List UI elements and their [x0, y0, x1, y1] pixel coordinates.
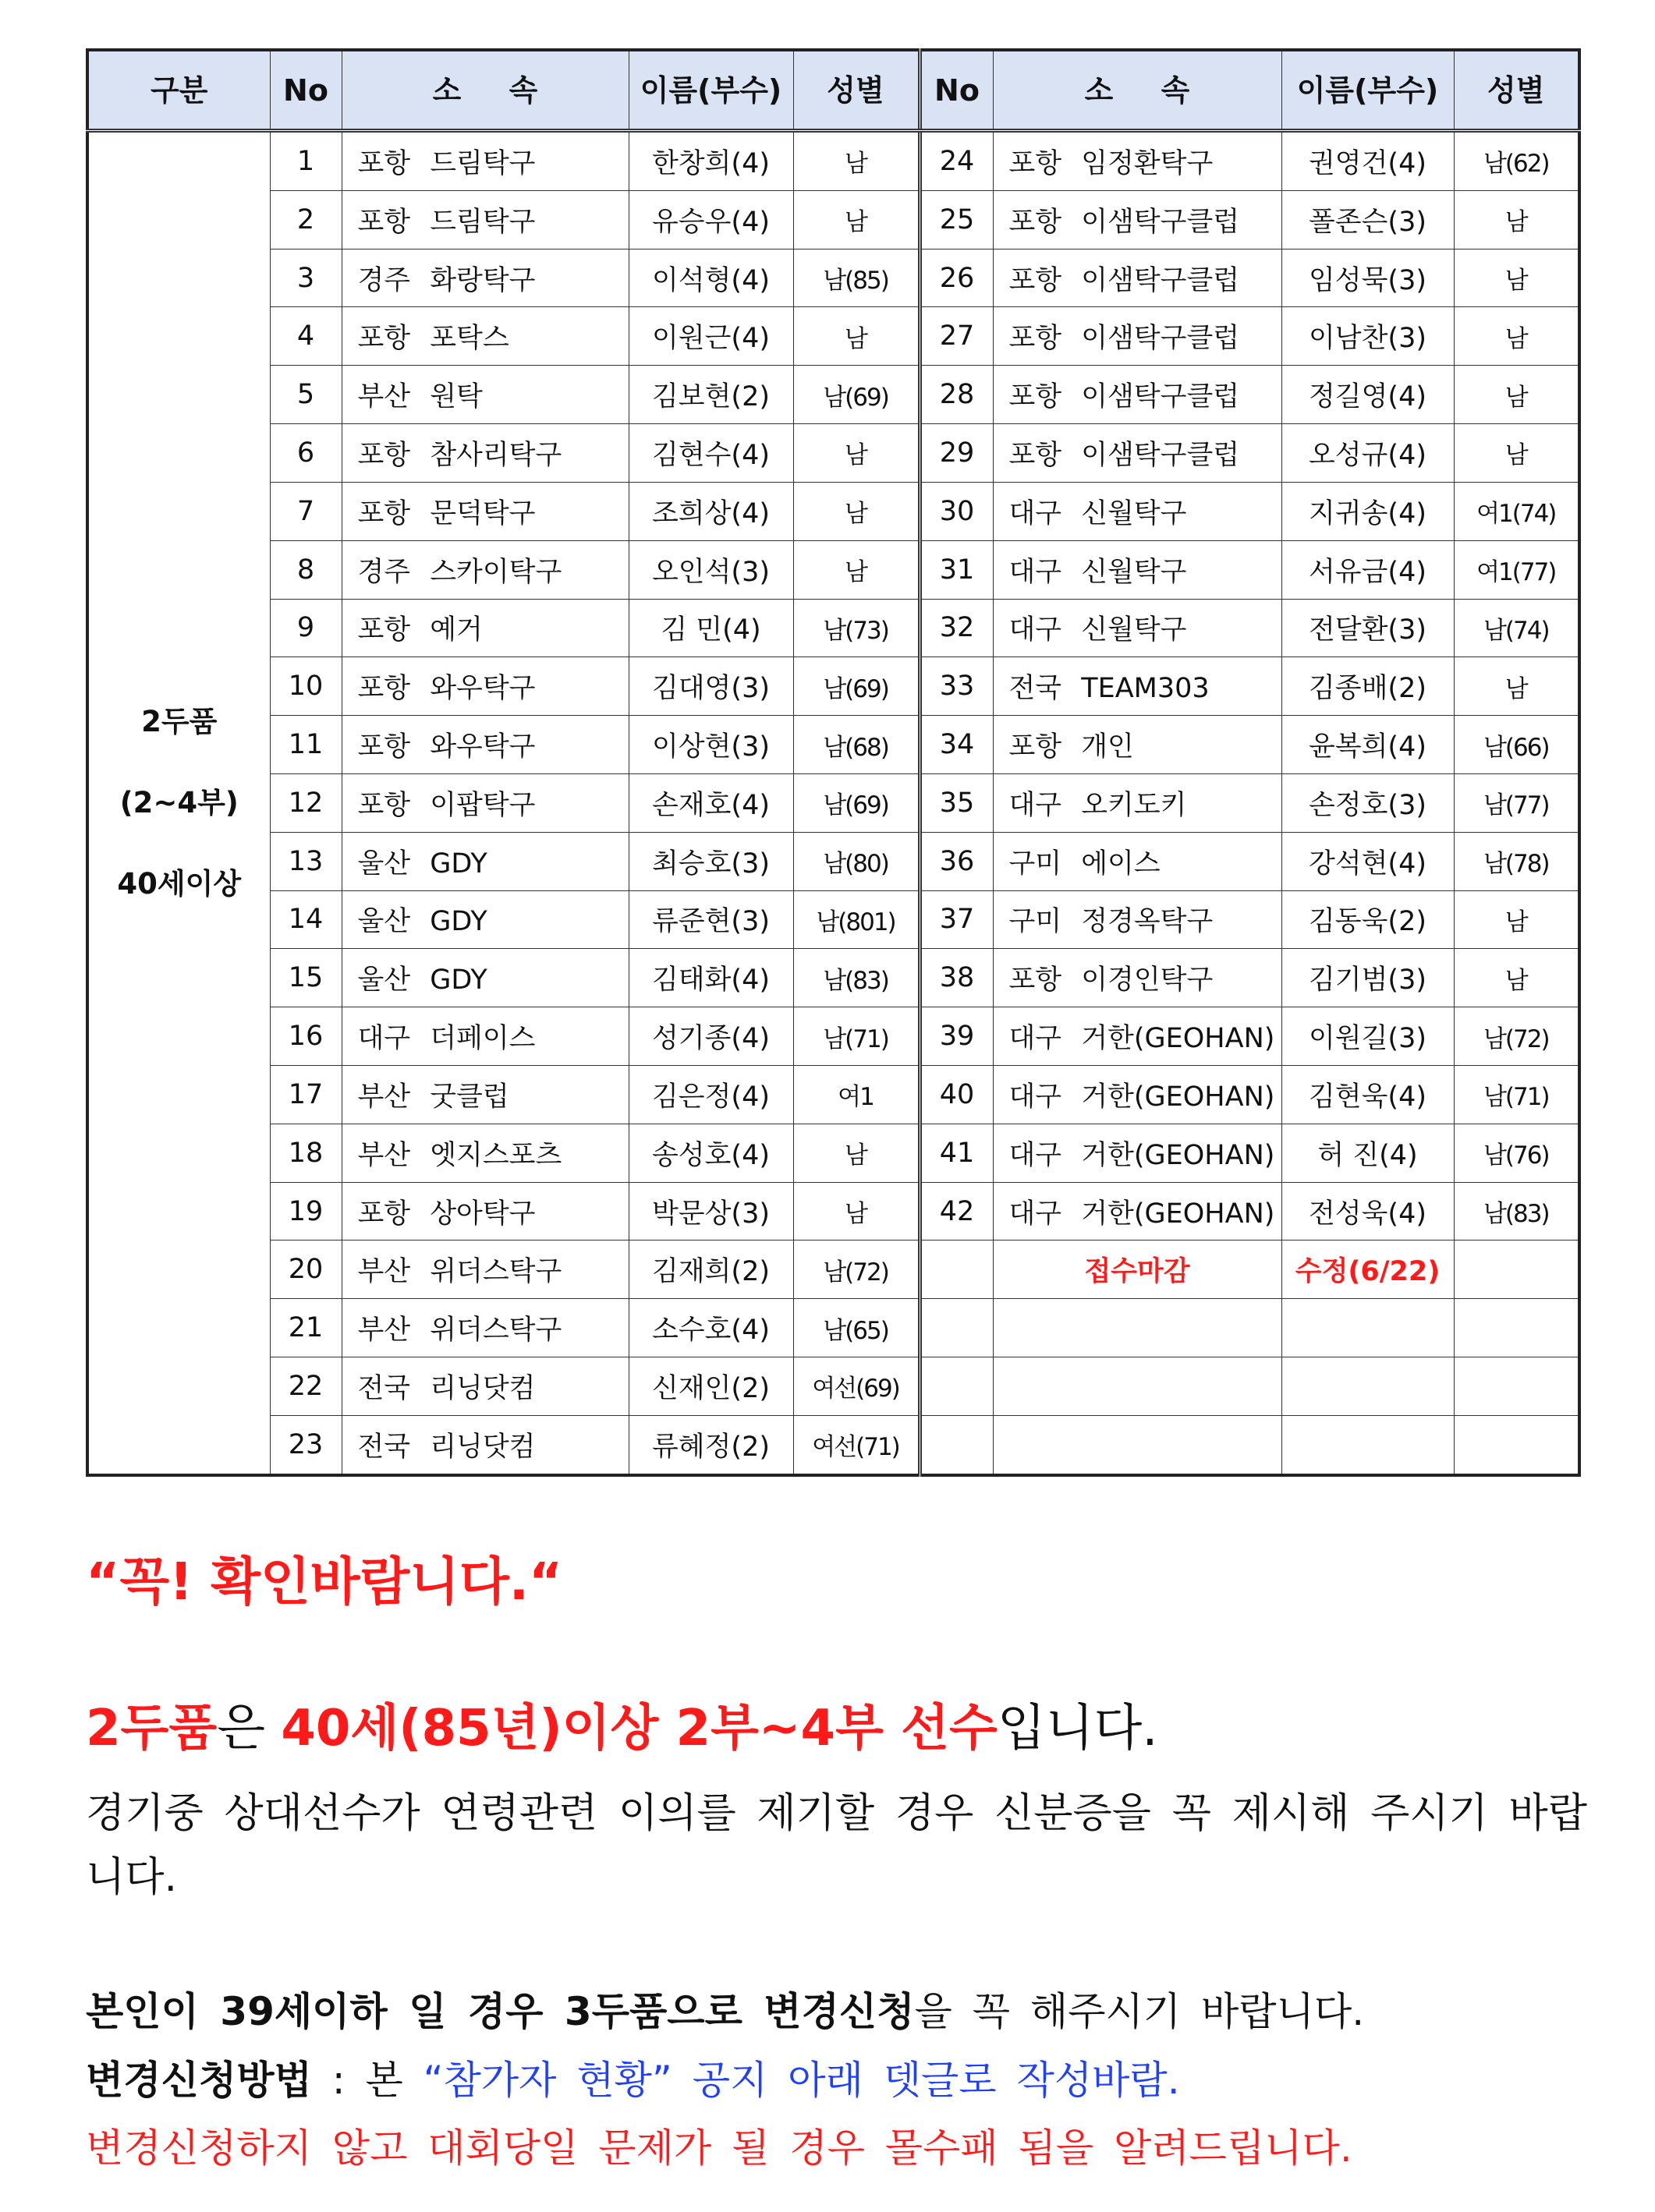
- row-name-right: 폴존슨(3): [1281, 190, 1454, 249]
- change-method-detail: “참가자 현황” 공지 아래 뎃글로 작성바람.: [423, 2058, 1180, 2103]
- table-row: [87, 190, 1579, 249]
- row-name-left: 김재희(2): [629, 1240, 793, 1299]
- row-affiliation-right: 대구 거한(GEOHAN): [993, 1066, 1281, 1124]
- row-gender-left: 남: [793, 1124, 920, 1182]
- row-affiliation-left: 부산 위더스탁구: [342, 1299, 629, 1357]
- row-affiliation-left: 울산 GDY: [342, 832, 629, 890]
- row-gender-left: 남(801): [793, 890, 920, 949]
- row-affiliation-left: 포항 예거: [342, 599, 629, 657]
- row-no-left: 17: [270, 1066, 342, 1124]
- row-no-left: 3: [270, 249, 342, 307]
- row-gender-left: 남(72): [793, 1240, 920, 1299]
- row-gender-right: 남(83): [1454, 1182, 1579, 1240]
- row-gender-right: 남(78): [1454, 832, 1579, 890]
- row-gender-left: 남: [793, 424, 920, 483]
- header-no-right: No: [920, 50, 993, 131]
- row-name-left: 이석형(4): [629, 249, 793, 307]
- row-affiliation-right: 전국 TEAM303: [993, 657, 1281, 716]
- row-gender-right: [1454, 1299, 1579, 1357]
- row-affiliation-right: 대구 오키도키: [993, 773, 1281, 832]
- change-request-condition: 본인이 39세이하 일 경우 3두품으로 변경신청: [86, 1989, 915, 2034]
- header-name-left: 이름(부수): [629, 50, 793, 131]
- row-name-right: 지귀송(4): [1281, 482, 1454, 540]
- row-name-right: 허 진(4): [1281, 1124, 1454, 1182]
- table-row: [87, 1182, 1579, 1240]
- row-gender-left: 남: [793, 307, 920, 366]
- row-no-right: [920, 1240, 993, 1299]
- row-gender-left: 여1: [793, 1066, 920, 1124]
- row-gender-right: 남(74): [1454, 599, 1579, 657]
- row-name-right: 이원길(3): [1281, 1007, 1454, 1066]
- row-no-left: 11: [270, 716, 342, 774]
- warning-title: “꼭! 확인바람니다.“: [86, 1552, 563, 1612]
- table-row: [87, 1415, 1579, 1475]
- row-no-right: 39: [920, 1007, 993, 1066]
- row-affiliation-left: 포항 드림탁구: [342, 131, 629, 191]
- row-no-right: 28: [920, 366, 993, 424]
- row-affiliation-right: 대구 신월탁구: [993, 482, 1281, 540]
- row-no-left: 22: [270, 1357, 342, 1416]
- header-name-right: 이름(부수): [1281, 50, 1454, 131]
- row-gender-right: 남: [1454, 424, 1579, 483]
- eligibility-particle: 은: [217, 1700, 282, 1757]
- row-affiliation-left: 전국 리닝닷컴: [342, 1357, 629, 1416]
- row-name-left: 이상현(3): [629, 716, 793, 774]
- row-no-right: 29: [920, 424, 993, 483]
- row-affiliation-left: 포항 상아탁구: [342, 1182, 629, 1240]
- row-affiliation-left: 포항 와우탁구: [342, 657, 629, 716]
- row-gender-right: 여1(74): [1454, 482, 1579, 540]
- row-affiliation-left: 부산 위더스탁구: [342, 1240, 629, 1299]
- row-affiliation-right: 구미 에이스: [993, 832, 1281, 890]
- table-row: [87, 949, 1579, 1007]
- row-gender-right: [1454, 1357, 1579, 1416]
- row-name-left: 김 민(4): [629, 599, 793, 657]
- row-name-left: 류혜정(2): [629, 1415, 793, 1475]
- row-no-left: 7: [270, 482, 342, 540]
- table-row: [87, 249, 1579, 307]
- row-name-right: 오성규(4): [1281, 424, 1454, 483]
- table-row: [87, 890, 1579, 949]
- table-row: [87, 1007, 1579, 1066]
- table-row: [87, 1299, 1579, 1357]
- table-row: [87, 1066, 1579, 1124]
- row-no-right: 42: [920, 1182, 993, 1240]
- row-affiliation-left: 부산 원탁: [342, 366, 629, 424]
- row-name-left: 조희상(4): [629, 482, 793, 540]
- change-request-ending: 을 꼭 해주시기 바랍니다.: [914, 1989, 1365, 2034]
- row-gender-right: 남: [1454, 249, 1579, 307]
- row-no-right: 26: [920, 249, 993, 307]
- table-row: [87, 716, 1579, 774]
- row-no-right: 34: [920, 716, 993, 774]
- row-no-left: 14: [270, 890, 342, 949]
- row-name-left: 박문상(3): [629, 1182, 793, 1240]
- row-name-left: 송성호(4): [629, 1124, 793, 1182]
- row-no-right: 40: [920, 1066, 993, 1124]
- row-no-right: 38: [920, 949, 993, 1007]
- row-no-left: 2: [270, 190, 342, 249]
- row-no-right: 24: [920, 131, 993, 191]
- row-gender-left: 남(83): [793, 949, 920, 1007]
- row-name-left: 한창희(4): [629, 131, 793, 191]
- change-method-line: [86, 2049, 1180, 2105]
- row-gender-left: 남(85): [793, 249, 920, 307]
- row-name-left: 김태화(4): [629, 949, 793, 1007]
- table-row: [87, 599, 1579, 657]
- row-no-left: 21: [270, 1299, 342, 1357]
- forfeit-warning: 변경신청하지 않고 대회당일 문제가 될 경우 몰수패 됨을 알려드립니다.: [86, 2125, 1352, 2171]
- row-affiliation-right: 대구 신월탁구: [993, 599, 1281, 657]
- change-request-line: [86, 1980, 1364, 2037]
- row-gender-left: 남(80): [793, 832, 920, 890]
- row-no-right: 32: [920, 599, 993, 657]
- revision-notice: 수정(6/22): [1281, 1240, 1454, 1299]
- row-name-right: 서유금(4): [1281, 540, 1454, 599]
- row-gender-left: 남(68): [793, 716, 920, 774]
- row-affiliation-right: [993, 1299, 1281, 1357]
- row-affiliation-left: 포항 와우탁구: [342, 716, 629, 774]
- row-name-right: 전성욱(4): [1281, 1182, 1454, 1240]
- row-name-right: 윤복희(4): [1281, 716, 1454, 774]
- row-no-left: 5: [270, 366, 342, 424]
- row-name-right: 김현욱(4): [1281, 1066, 1454, 1124]
- row-gender-right: 남: [1454, 949, 1579, 1007]
- table-row: [87, 307, 1579, 366]
- row-gender-left: 남(65): [793, 1299, 920, 1357]
- row-gender-right: 남(72): [1454, 1007, 1579, 1066]
- deadline-notice: 접수마감: [993, 1240, 1281, 1299]
- row-affiliation-left: 포항 문덕탁구: [342, 482, 629, 540]
- row-gender-right: 남(66): [1454, 716, 1579, 774]
- row-no-left: 18: [270, 1124, 342, 1182]
- row-no-right: 36: [920, 832, 993, 890]
- row-name-right: [1281, 1415, 1454, 1475]
- row-no-right: 35: [920, 773, 993, 832]
- row-name-right: [1281, 1299, 1454, 1357]
- row-affiliation-left: 경주 스카이탁구: [342, 540, 629, 599]
- row-gender-right: 남(77): [1454, 773, 1579, 832]
- table-row: [87, 1240, 1579, 1299]
- row-no-left: 4: [270, 307, 342, 366]
- row-gender-right: 남(71): [1454, 1066, 1579, 1124]
- eligibility-condition: 40세(85년)이상 2부~4부 선수: [281, 1700, 998, 1757]
- row-no-left: 23: [270, 1415, 342, 1475]
- row-gender-left: 여선(69): [793, 1357, 920, 1416]
- row-affiliation-left: 대구 더페이스: [342, 1007, 629, 1066]
- row-gender-left: 남(73): [793, 599, 920, 657]
- header-no-left: No: [270, 50, 342, 131]
- row-affiliation-right: 대구 신월탁구: [993, 540, 1281, 599]
- category-label-line: 40세이상: [117, 867, 242, 901]
- table-row: [87, 482, 1579, 540]
- row-gender-left: 남: [793, 482, 920, 540]
- row-gender-left: 여선(71): [793, 1415, 920, 1475]
- table-row: [87, 131, 1579, 191]
- row-name-right: 김동욱(2): [1281, 890, 1454, 949]
- row-gender-right: 남(76): [1454, 1124, 1579, 1182]
- category-label-line: (2~4부): [119, 786, 239, 819]
- row-affiliation-right: 구미 정경옥탁구: [993, 890, 1281, 949]
- row-no-left: 8: [270, 540, 342, 599]
- row-name-left: 최승호(3): [629, 832, 793, 890]
- header-category: 구분: [87, 50, 270, 131]
- row-name-right: 김종배(2): [1281, 657, 1454, 716]
- roster-table: [86, 48, 1581, 1477]
- row-gender-left: 남: [793, 540, 920, 599]
- row-gender-left: 남(69): [793, 366, 920, 424]
- row-no-left: 15: [270, 949, 342, 1007]
- row-affiliation-left: 부산 굿클럽: [342, 1066, 629, 1124]
- row-affiliation-left: 부산 엣지스포츠: [342, 1124, 629, 1182]
- row-name-left: 오인석(3): [629, 540, 793, 599]
- row-gender-right: 남: [1454, 307, 1579, 366]
- row-name-left: 신재인(2): [629, 1357, 793, 1416]
- row-no-left: 9: [270, 599, 342, 657]
- row-name-right: 강석현(4): [1281, 832, 1454, 890]
- row-name-right: 이남찬(3): [1281, 307, 1454, 366]
- row-affiliation-right: 포항 이샘탁구클럽: [993, 307, 1281, 366]
- row-no-left: 16: [270, 1007, 342, 1066]
- change-method-label: 변경신청방법: [86, 2058, 312, 2103]
- row-affiliation-right: 포항 임정환탁구: [993, 131, 1281, 191]
- eligibility-ending: 입니다.: [997, 1700, 1158, 1757]
- row-no-right: [920, 1357, 993, 1416]
- header-affiliation-right: 소 속: [993, 50, 1281, 131]
- row-gender-left: 남: [793, 190, 920, 249]
- row-affiliation-left: 울산 GDY: [342, 949, 629, 1007]
- roster-body: [87, 131, 1579, 1476]
- row-name-left: 김현수(4): [629, 424, 793, 483]
- row-no-right: 30: [920, 482, 993, 540]
- table-row: [87, 424, 1579, 483]
- table-header-row: [87, 50, 1579, 131]
- change-method-separator: : 본: [311, 2058, 423, 2103]
- row-affiliation-right: 포항 이샘탁구클럽: [993, 424, 1281, 483]
- row-affiliation-right: 포항 이샘탁구클럽: [993, 190, 1281, 249]
- row-no-right: 37: [920, 890, 993, 949]
- row-name-right: 임성묵(3): [1281, 249, 1454, 307]
- row-name-right: 권영건(4): [1281, 131, 1454, 191]
- row-name-left: 성기종(4): [629, 1007, 793, 1066]
- row-no-left: 13: [270, 832, 342, 890]
- row-no-right: 31: [920, 540, 993, 599]
- row-affiliation-left: 포항 드림탁구: [342, 190, 629, 249]
- row-name-left: 유승우(4): [629, 190, 793, 249]
- row-name-right: [1281, 1357, 1454, 1416]
- id-check-notice: 경기중 상대선수가 연령관련 이의를 제기할 경우 신분증을 꼭 제시해 주시기 바랍니다.: [86, 1790, 1587, 1901]
- row-affiliation-right: 대구 거한(GEOHAN): [993, 1124, 1281, 1182]
- row-name-right: 전달환(3): [1281, 599, 1454, 657]
- row-name-right: 정길영(4): [1281, 366, 1454, 424]
- row-no-right: [920, 1415, 993, 1475]
- table-row: [87, 540, 1579, 599]
- row-no-right: 25: [920, 190, 993, 249]
- row-affiliation-right: 포항 이샘탁구클럽: [993, 366, 1281, 424]
- row-affiliation-left: 포항 참사리탁구: [342, 424, 629, 483]
- row-gender-right: 남: [1454, 366, 1579, 424]
- table-row: [87, 1357, 1579, 1416]
- row-no-left: 20: [270, 1240, 342, 1299]
- row-no-left: 12: [270, 773, 342, 832]
- header-affiliation-left: 소 속: [342, 50, 629, 131]
- row-gender-right: 남: [1454, 890, 1579, 949]
- row-gender-right: [1454, 1240, 1579, 1299]
- row-affiliation-left: 전국 리닝닷컴: [342, 1415, 629, 1475]
- row-gender-right: [1454, 1415, 1579, 1475]
- row-no-left: 19: [270, 1182, 342, 1240]
- table-row: [87, 832, 1579, 890]
- table-row: [87, 657, 1579, 716]
- row-gender-right: 남: [1454, 190, 1579, 249]
- row-no-left: 6: [270, 424, 342, 483]
- row-gender-right: 남(62): [1454, 131, 1579, 191]
- row-affiliation-left: 포항 이팝탁구: [342, 773, 629, 832]
- row-affiliation-right: 포항 이경인탁구: [993, 949, 1281, 1007]
- header-gender-left: 성별: [793, 50, 920, 131]
- table-row: [87, 366, 1579, 424]
- row-affiliation-left: 포항 포탁스: [342, 307, 629, 366]
- row-no-right: 27: [920, 307, 993, 366]
- row-no-left: 10: [270, 657, 342, 716]
- row-affiliation-right: 포항 이샘탁구클럽: [993, 249, 1281, 307]
- row-gender-right: 남: [1454, 657, 1579, 716]
- table-row: [87, 773, 1579, 832]
- row-name-left: 김보현(2): [629, 366, 793, 424]
- row-no-right: 41: [920, 1124, 993, 1182]
- row-gender-left: 남: [793, 1182, 920, 1240]
- row-affiliation-left: 경주 화랑탁구: [342, 249, 629, 307]
- category-cell: [87, 131, 270, 1476]
- row-affiliation-right: [993, 1357, 1281, 1416]
- row-name-left: 류준현(3): [629, 890, 793, 949]
- row-gender-left: 남: [793, 131, 920, 191]
- row-affiliation-right: 대구 거한(GEOHAN): [993, 1007, 1281, 1066]
- category-label-line: 2두품: [141, 705, 218, 738]
- table-row: [87, 1124, 1579, 1182]
- row-name-left: 김은정(4): [629, 1066, 793, 1124]
- row-no-right: 33: [920, 657, 993, 716]
- row-gender-left: 남(71): [793, 1007, 920, 1066]
- row-name-left: 손재호(4): [629, 773, 793, 832]
- row-affiliation-left: 울산 GDY: [342, 890, 629, 949]
- row-name-left: 이원근(4): [629, 307, 793, 366]
- row-name-left: 김대영(3): [629, 657, 793, 716]
- header-gender-right: 성별: [1454, 50, 1579, 131]
- grade-label: 2두품: [86, 1700, 218, 1757]
- row-affiliation-right: 포항 개인: [993, 716, 1281, 774]
- row-no-right: [920, 1299, 993, 1357]
- row-affiliation-right: 대구 거한(GEOHAN): [993, 1182, 1281, 1240]
- row-affiliation-right: [993, 1415, 1281, 1475]
- row-name-left: 소수호(4): [629, 1299, 793, 1357]
- row-gender-right: 여1(77): [1454, 540, 1579, 599]
- row-gender-left: 남(69): [793, 773, 920, 832]
- row-no-left: 1: [270, 131, 342, 191]
- eligibility-line: [86, 1688, 1158, 1760]
- row-gender-left: 남(69): [793, 657, 920, 716]
- row-name-right: 손정호(3): [1281, 773, 1454, 832]
- row-name-right: 김기범(3): [1281, 949, 1454, 1007]
